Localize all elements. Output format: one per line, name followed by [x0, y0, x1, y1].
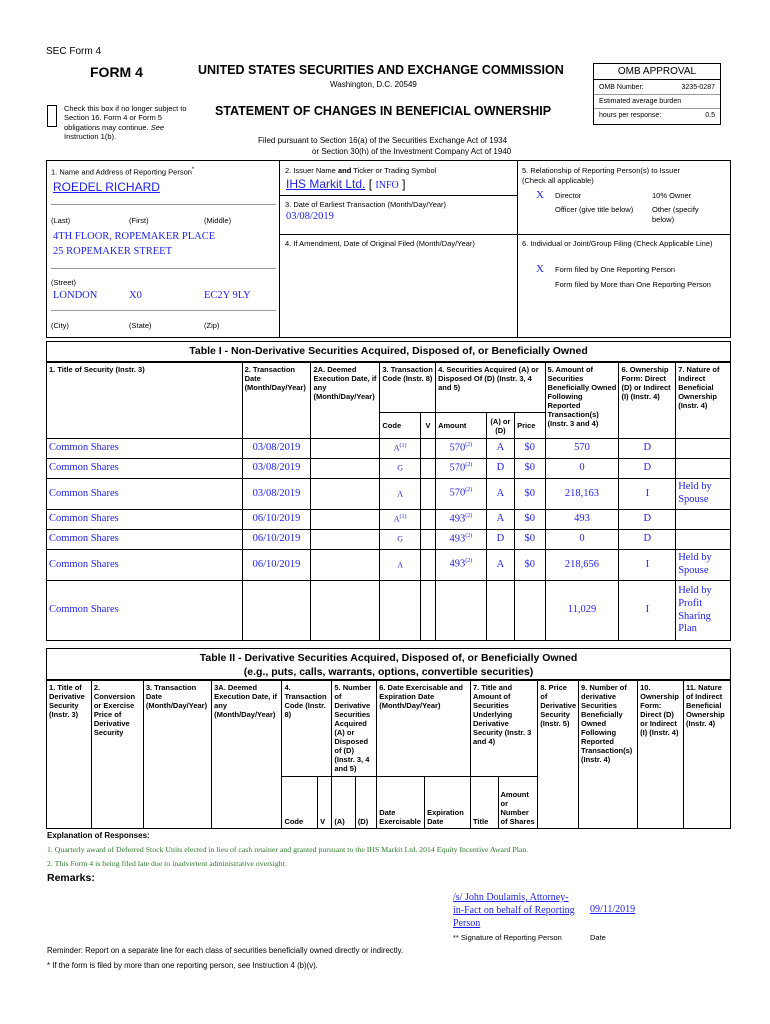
t1-col-ownership: 6. Ownership Form: Direct (D) or Indirect (I) (Instr. 4) — [619, 363, 676, 439]
cell-price: $0 — [515, 510, 545, 530]
checkbox-text: Check this box if no longer subject to Section 16. Form 4 or Form 5 obligations may continue. See Instruction 1(b). — [64, 104, 187, 142]
t1-sub-aord: (A) or (D) — [486, 413, 514, 439]
first-label: (First) — [129, 216, 149, 225]
issuer-name-link[interactable]: IHS Markit Ltd. — [286, 177, 366, 191]
cell-title: Common Shares — [47, 479, 243, 510]
omb-hours: 0.5 — [705, 112, 715, 119]
cell-a-or-d: D — [486, 530, 514, 550]
t2-sub-title: Title — [470, 777, 498, 829]
cell-deemed-date — [311, 510, 380, 530]
cell-price: $0 — [515, 530, 545, 550]
multiple-persons-note: * If the form is filed by more than one reporting person, see Instruction 4 (b)(v). — [47, 961, 318, 970]
t2-sub-expiration: Expiration Date — [425, 777, 471, 829]
t2-col-number: 5. Number of Derivative Securities Acquired (A) or Disposed of (D) (Instr. 3, 4 and 5) — [332, 681, 377, 777]
cell-ownership-form: D — [619, 459, 676, 479]
reminder-text: Reminder: Report on a separate line for each class of securities beneficially owned directly or indirectly. — [47, 946, 404, 955]
cell-code: $A^{(1)}$ — [380, 510, 421, 530]
cell-title: Common Shares — [47, 459, 243, 479]
agency-location: Washington, D.C. 20549 — [330, 80, 417, 89]
zip-value: EC2Y 9LY — [204, 290, 251, 301]
street-line-1: 4TH FLOOR, ROPEMAKER PLACE — [53, 231, 216, 242]
cell-code — [380, 581, 421, 641]
cell-amount: 493$^{(2)}$ — [436, 530, 487, 550]
table2-derivative — [46, 680, 731, 829]
cell-date: 06/10/2019 — [242, 550, 311, 581]
cell-price — [515, 581, 545, 641]
cell-deemed-date — [311, 459, 380, 479]
t2-sub-code: Code — [282, 777, 318, 829]
cell-a-or-d: A — [486, 479, 514, 510]
t1-sub-code: Code — [380, 413, 421, 439]
earliest-date-value: 03/08/2019 — [286, 211, 334, 222]
cell-amount: 570$^{(2)}$ — [436, 459, 487, 479]
cell-v — [420, 439, 435, 459]
street-label: (Street) — [51, 278, 77, 287]
t2-col-price: 8. Price of Derivative Security (Instr. 5) — [538, 681, 579, 829]
cell-nature — [676, 459, 731, 479]
statement-title: STATEMENT OF CHANGES IN BENEFICIAL OWNERSHIP — [215, 104, 552, 118]
cell-v — [420, 550, 435, 581]
cell-a-or-d: D — [486, 459, 514, 479]
table-row — [47, 550, 731, 581]
cell-a-or-d: A — [486, 439, 514, 459]
t2-col-date: 3. Transaction Date (Month/Day/Year) — [143, 681, 211, 829]
cell-owned: 570 — [545, 439, 619, 459]
cell-price: $0 — [515, 550, 545, 581]
agency-title: UNITED STATES SECURITIES AND EXCHANGE COMMISSION — [198, 63, 564, 77]
reporting-person-label: 1. Name and Address of Reporting Person* — [51, 167, 195, 177]
cell-amount: 570$^{(2)}$ — [436, 479, 487, 510]
cell-deemed-date — [311, 530, 380, 550]
middle-label: (Middle) — [204, 216, 232, 225]
cell-nature — [676, 439, 731, 459]
table-row — [47, 439, 731, 459]
table-row — [47, 530, 731, 550]
cell-v — [420, 530, 435, 550]
cell-price: $0 — [515, 459, 545, 479]
cell-ownership-form: D — [619, 510, 676, 530]
cell-deemed-date — [311, 439, 380, 459]
t2-col-exercisable: 6. Date Exercisable and Expiration Date (Month/Day/Year) — [377, 681, 471, 777]
cell-ownership-form: I — [619, 550, 676, 581]
last-label: (Last) — [51, 216, 71, 225]
amendment-label: 4. If Amendment, Date of Original Filed (Month/Day/Year) — [285, 239, 475, 248]
cell-deemed-date — [311, 479, 380, 510]
table-row — [47, 459, 731, 479]
t1-col-amount-owned: 5. Amount of Securities Beneficially Owned Following Reported Transaction(s) (Instr. 3 and 4) — [545, 363, 619, 439]
cell-code: G — [380, 459, 421, 479]
cell-deemed-date — [311, 550, 380, 581]
issuer-label: 2. Issuer Name and Ticker or Trading Symbol — [285, 166, 437, 175]
earliest-date-label: 3. Date of Earliest Transaction (Month/Day/Year) — [285, 200, 447, 209]
cell-code: A — [380, 479, 421, 510]
t1-sub-price: Price — [515, 413, 545, 439]
footnote-2: 2. This Form 4 is being filed late due to inadvertent administrative oversight. — [47, 859, 287, 868]
form-title: FORM 4 — [90, 64, 143, 80]
cell-owned: 218,656 — [545, 550, 619, 581]
ten-pct-owner-label: 10% Owner — [652, 191, 692, 200]
t2-sub-date-ex: Date Exercisable — [377, 777, 425, 829]
signature-label: ** Signature of Reporting Person — [453, 933, 562, 942]
street-line-2: 25 ROPEMAKER STREET — [53, 246, 173, 257]
omb-hours-label: hours per response: — [599, 112, 662, 119]
cell-v — [420, 459, 435, 479]
cell-price: $0 — [515, 439, 545, 459]
omb-approval-box — [593, 63, 721, 125]
cell-owned: 218,163 — [545, 479, 619, 510]
one-person-label: Form filed by One Reporting Person — [555, 265, 676, 274]
state-value: X0 — [129, 290, 142, 301]
t1-col-deemed: 2A. Deemed Execution Date, if any (Month/Day/Year) — [311, 363, 380, 439]
table-row — [47, 510, 731, 530]
cell-code: G — [380, 530, 421, 550]
signature-date-label: Date — [590, 933, 606, 942]
cell-title: Common Shares — [47, 581, 243, 641]
city-label: (City) — [51, 321, 69, 330]
cell-nature: Held by Spouse — [676, 479, 731, 510]
cell-amount: 570$^{(2)}$ — [436, 439, 487, 459]
cell-nature — [676, 530, 731, 550]
cell-date: 03/08/2019 — [242, 479, 311, 510]
filed-pursuant-1: Filed pursuant to Section 16(a) of the Securities Exchange Act of 1934 — [258, 136, 508, 145]
t2-col-conversion: 2. Conversion or Exercise Price of Derivative Security — [91, 681, 143, 829]
cell-v — [420, 581, 435, 641]
cell-nature: Held by Spouse — [676, 550, 731, 581]
cell-a-or-d: A — [486, 550, 514, 581]
cell-ownership-form: D — [619, 439, 676, 459]
signature-date: 09/11/2019 — [590, 904, 636, 915]
cell-date — [242, 581, 311, 641]
cell-deemed-date — [311, 581, 380, 641]
cell-date: 06/10/2019 — [242, 530, 311, 550]
cell-ownership-form: I — [619, 479, 676, 510]
cell-code: A — [380, 550, 421, 581]
issuer-ticker: INFO — [375, 180, 399, 191]
cell-code: $A^{(1)}$ — [380, 439, 421, 459]
table-row — [47, 581, 731, 641]
no-longer-subject-checkbox[interactable] — [47, 105, 57, 127]
t2-sub-d: (D) — [355, 777, 376, 829]
cell-date: 03/08/2019 — [242, 459, 311, 479]
one-person-check[interactable]: X — [536, 263, 544, 275]
cell-a-or-d: A — [486, 510, 514, 530]
cell-title: Common Shares — [47, 550, 243, 581]
table1-title: Table I - Non-Derivative Securities Acquired, Disposed of, or Beneficially Owned — [46, 341, 731, 362]
cell-title: Common Shares — [47, 510, 243, 530]
cell-price: $0 — [515, 479, 545, 510]
state-label: (State) — [129, 321, 152, 330]
t1-col-date: 2. Transaction Date (Month/Day/Year) — [242, 363, 311, 439]
t2-col-code: 4. Transaction Code (Instr. 8) — [282, 681, 332, 777]
t1-col-title: 1. Title of Security (Instr. 3) — [47, 363, 243, 439]
table-row — [47, 479, 731, 510]
table2-title: Table II - Derivative Securities Acquired, Disposed of, or Beneficially Owned (e.g., puts, calls, warrants, options, convertible securities) — [46, 648, 731, 680]
t2-sub-amount-shares: Amount or Number of Shares — [498, 777, 538, 829]
issuer-name-row: IHS Markit Ltd. [ INFO ] — [286, 177, 406, 191]
cell-date: 03/08/2019 — [242, 439, 311, 459]
t2-sub-a: (A) — [332, 777, 355, 829]
remarks-label: Remarks: — [47, 872, 95, 884]
cell-v — [420, 510, 435, 530]
table1-non-derivative — [46, 362, 731, 641]
cell-amount: 493$^{(2)}$ — [436, 510, 487, 530]
cell-owned: 0 — [545, 459, 619, 479]
cell-nature: Held by Profit Sharing Plan — [676, 581, 731, 641]
t1-col-code: 3. Transaction Code (Instr. 8) — [380, 363, 436, 413]
explanation-label: Explanation of Responses: — [47, 831, 150, 840]
filed-pursuant-2: or Section 30(h) of the Investment Company Act of 1940 — [312, 147, 512, 156]
cell-a-or-d — [486, 581, 514, 641]
cell-nature — [676, 510, 731, 530]
more-persons-label: Form filed by More than One Reporting Person — [555, 280, 711, 289]
cell-ownership-form: D — [619, 530, 676, 550]
officer-label: Officer (give title below) — [555, 205, 634, 214]
footnote-1: 1. Quarterly award of Deferred Stock Units elected in lieu of cash retainer and granted pursuant to the IHS Markit Ltd. 2014 Equity Incentive Award Plan. — [47, 845, 529, 854]
cell-v — [420, 479, 435, 510]
t2-col-ownership: 10. Ownership Form: Direct (D) or Indirect (I) (Instr. 4) — [638, 681, 684, 829]
t1-sub-v: V — [420, 413, 435, 439]
cell-amount — [436, 581, 487, 641]
reporting-person-name[interactable]: ROEDEL RICHARD — [53, 180, 160, 194]
other-label: Other (specify below) — [652, 205, 699, 224]
cell-title: Common Shares — [47, 530, 243, 550]
t1-sub-amount: Amount — [436, 413, 487, 439]
cell-date: 06/10/2019 — [242, 510, 311, 530]
zip-label: (Zip) — [204, 321, 220, 330]
signature-name: /s/ John Doulamis, Attorney- in-Fact on behalf of Reporting Person — [453, 892, 575, 929]
omb-number-label: OMB Number: — [599, 84, 644, 91]
t2-col-nature: 11. Nature of Indirect Beneficial Ownership (Instr. 4) — [684, 681, 731, 829]
director-label: Director — [555, 191, 582, 200]
filing-label: 6. Individual or Joint/Group Filing (Check Applicable Line) — [522, 239, 713, 248]
t1-col-nature: 7. Nature of Indirect Beneficial Ownership (Instr. 4) — [676, 363, 731, 439]
omb-title: OMB APPROVAL — [594, 64, 720, 80]
sec-form-label: SEC Form 4 — [46, 46, 102, 57]
omb-burden-label: Estimated average burden — [594, 95, 720, 109]
cell-title: Common Shares — [47, 439, 243, 459]
cell-owned: 0 — [545, 530, 619, 550]
cell-ownership-form: I — [619, 581, 676, 641]
cell-amount: 493$^{(2)}$ — [436, 550, 487, 581]
cell-owned: 493 — [545, 510, 619, 530]
t2-col-underlying: 7. Title and Amount of Securities Underlying Derivative Security (Instr. 3 and 4) — [470, 681, 537, 777]
t2-col-owned: 9. Number of derivative Securities Beneficially Owned Following Reported Transaction(s) (Instr. 4) — [579, 681, 638, 829]
cell-owned: 11,029 — [545, 581, 619, 641]
city-value: LONDON — [53, 290, 98, 301]
director-check[interactable]: X — [536, 189, 544, 201]
t1-col-securities: 4. Securities Acquired (A) or Disposed Of (D) (Instr. 3, 4 and 5) — [436, 363, 545, 413]
t2-col-title: 1. Title of Derivative Security (Instr. 3) — [47, 681, 92, 829]
omb-number: 3235-0287 — [681, 84, 715, 91]
t2-col-deemed: 3A. Deemed Execution Date, if any (Month/Day/Year) — [212, 681, 282, 829]
t2-sub-v: V — [318, 777, 332, 829]
relationship-label: 5. Relationship of Reporting Person(s) to Issuer (Check all applicable) — [522, 166, 680, 185]
